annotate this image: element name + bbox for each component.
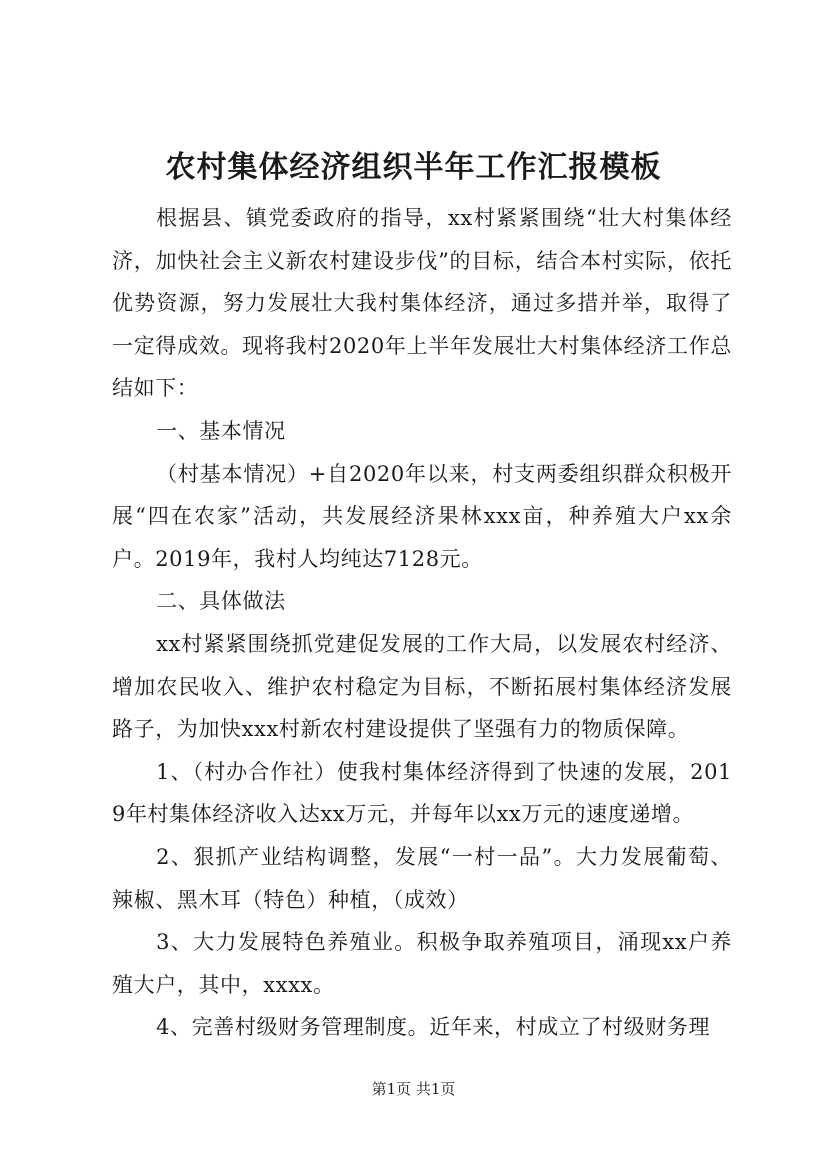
- section-heading-basic: 一、基本情况: [156, 418, 286, 443]
- paragraph-item-3: 3、大力发展特色养殖业。积极争取养殖项目，涌现xx户养殖大户，其中，xxxx。: [112, 930, 732, 997]
- page-footer: 第1页 共1页: [371, 1080, 456, 1098]
- paragraph-intro: 根据县、镇党委政府的指导，xx村紧紧围绕“壮大村集体经济，加快社会主义新农村建设步伐”的目标，结合本村实际，依托优势资源，努力发展壮大我村集体经济，通过多措并举，取得了一定得成效。现将我村2020年上半年发展壮大村集体经济工作总结如下：: [112, 206, 732, 401]
- paragraph-item-4: 4、完善村级财务管理制度。近年来，村成立了村级财务理: [156, 1015, 711, 1040]
- document-title: 农村集体经济组织半年工作汇报模板: [165, 150, 662, 185]
- paragraph-methods: xx村紧紧围绕抓党建促发展的工作大局，以发展农村经济、增加农民收入、维护农村稳定为目标，不断拓展村集体经济发展路子，为加快xxx村新农村建设提供了坚强有力的物质保障。: [112, 631, 732, 742]
- paragraph-basic-info: （村基本情况）+自2020年以来，村支两委组织群众积极开展“四在农家”活动，共发展经济果林xxx亩，种养殖大户xx余户。2019年，我村人均纯达7128元。: [112, 461, 732, 571]
- document-body: [112, 197, 732, 1049]
- section-heading-methods: 二、具体做法: [156, 589, 286, 614]
- paragraph-item-2: 2、狠抓产业结构调整，发展“一村一品”。大力发展葡萄、辣椒、黑木耳（特色）种植，（成效）: [112, 844, 732, 912]
- paragraph-item-1: 1、（村办合作社）使我村集体经济得到了快速的发展，2019年村集体经济收入达xx万元，并每年以xx万元的速度递增。: [112, 759, 732, 827]
